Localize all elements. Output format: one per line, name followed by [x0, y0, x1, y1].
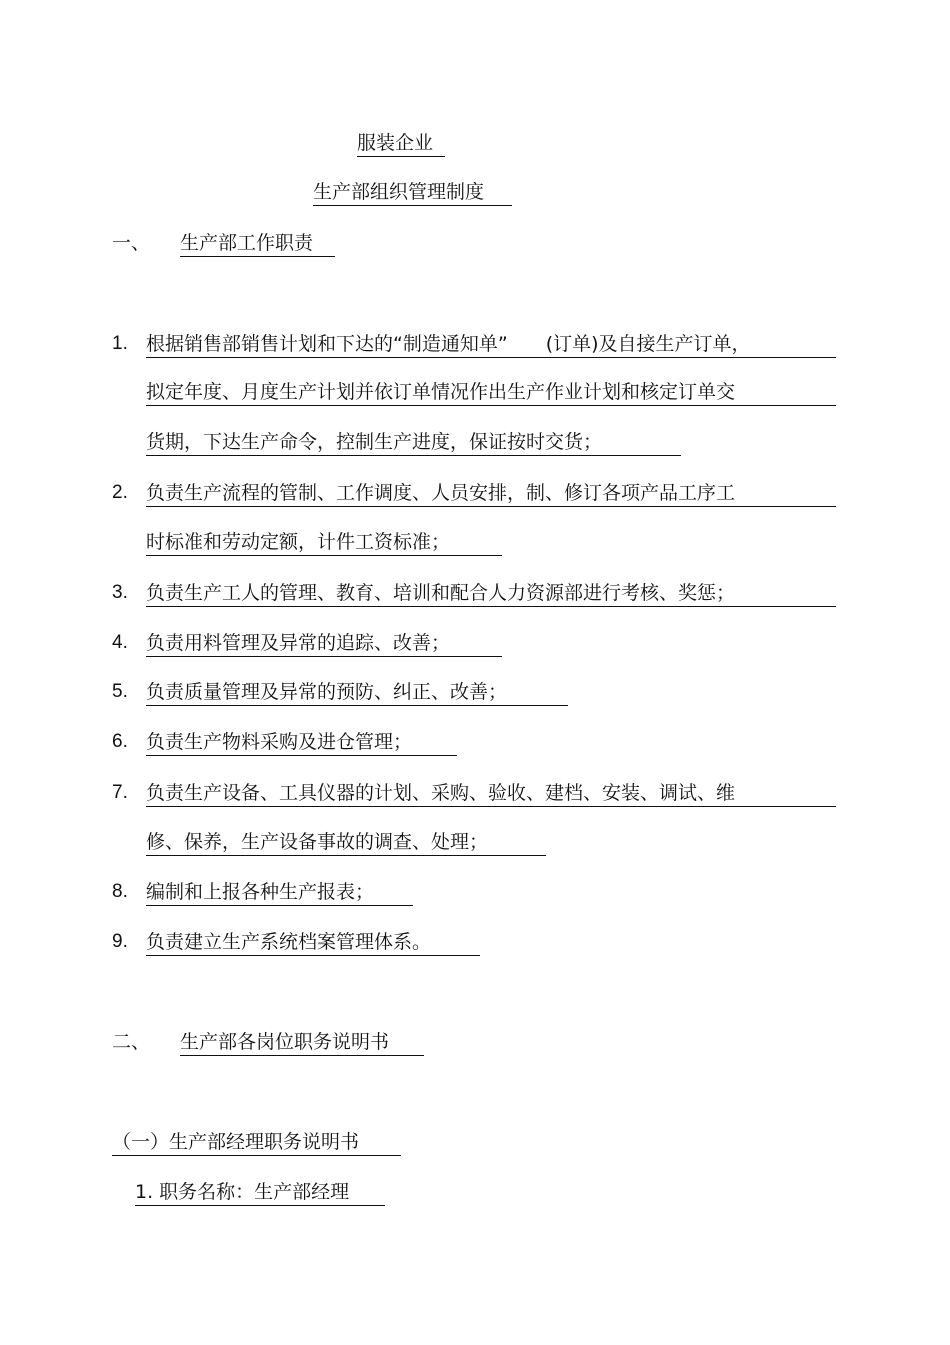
item-1-line-1: 根据销售部销售计划和下达的“制造通知单” (订单)及自接生产订单，	[146, 332, 836, 358]
item-9-line-1: 负责建立生产系统档案管理体系。	[146, 930, 480, 956]
item-1-line-2: 拟定年度、月度生产计划并依订单情况作出生产作业计划和核定订单交	[146, 380, 836, 406]
section-2-marker: 二、	[112, 1031, 151, 1053]
item-7-line-1: 负责生产设备、工具仪器的计划、采购、验收、建档、安装、调试、维	[146, 781, 836, 807]
subsection-1-title: （一）生产部经理职务说明书	[112, 1130, 401, 1156]
document-title: 服装企业	[357, 131, 445, 157]
item-7-line-2: 修、保养，生产设备事故的调查、处理；	[146, 830, 546, 856]
item-6-line-1: 负责生产物料采购及进仓管理；	[146, 730, 457, 756]
item-2-line-1: 负责生产流程的管制、工作调度、人员安排，制、修订各项产品工序工	[146, 481, 836, 507]
item-8-number: 8.	[112, 881, 128, 902]
item-9-number: 9.	[112, 931, 128, 952]
item-5-number: 5.	[112, 681, 128, 702]
section-2-title: 生产部各岗位职务说明书	[180, 1030, 424, 1056]
item-2-line-2: 时标准和劳动定额，计件工资标准；	[146, 530, 502, 556]
item-1-number: 1.	[112, 333, 128, 354]
item-8-line-1: 编制和上报各种生产报表；	[146, 880, 413, 906]
item-6-number: 6.	[112, 731, 128, 752]
subsection-1-item-1: 1. 职务名称：生产部经理	[135, 1180, 385, 1206]
item-3-number: 3.	[112, 582, 128, 603]
item-2-number: 2.	[112, 482, 128, 503]
item-7-number: 7.	[112, 782, 128, 803]
item-5-line-1: 负责质量管理及异常的预防、纠正、改善；	[146, 680, 568, 706]
document-subtitle: 生产部组织管理制度	[313, 180, 512, 206]
section-1-title: 生产部工作职责	[180, 231, 335, 257]
item-1-line-3: 货期，下达生产命令，控制生产进度，保证按时交货；	[146, 430, 681, 456]
section-1-marker: 一、	[112, 232, 151, 254]
item-3-line-1: 负责生产工人的管理、教育、培训和配合人力资源部进行考核、奖惩；	[146, 581, 836, 607]
item-4-line-1: 负责用料管理及异常的追踪、改善；	[146, 631, 502, 657]
item-4-number: 4.	[112, 632, 128, 653]
